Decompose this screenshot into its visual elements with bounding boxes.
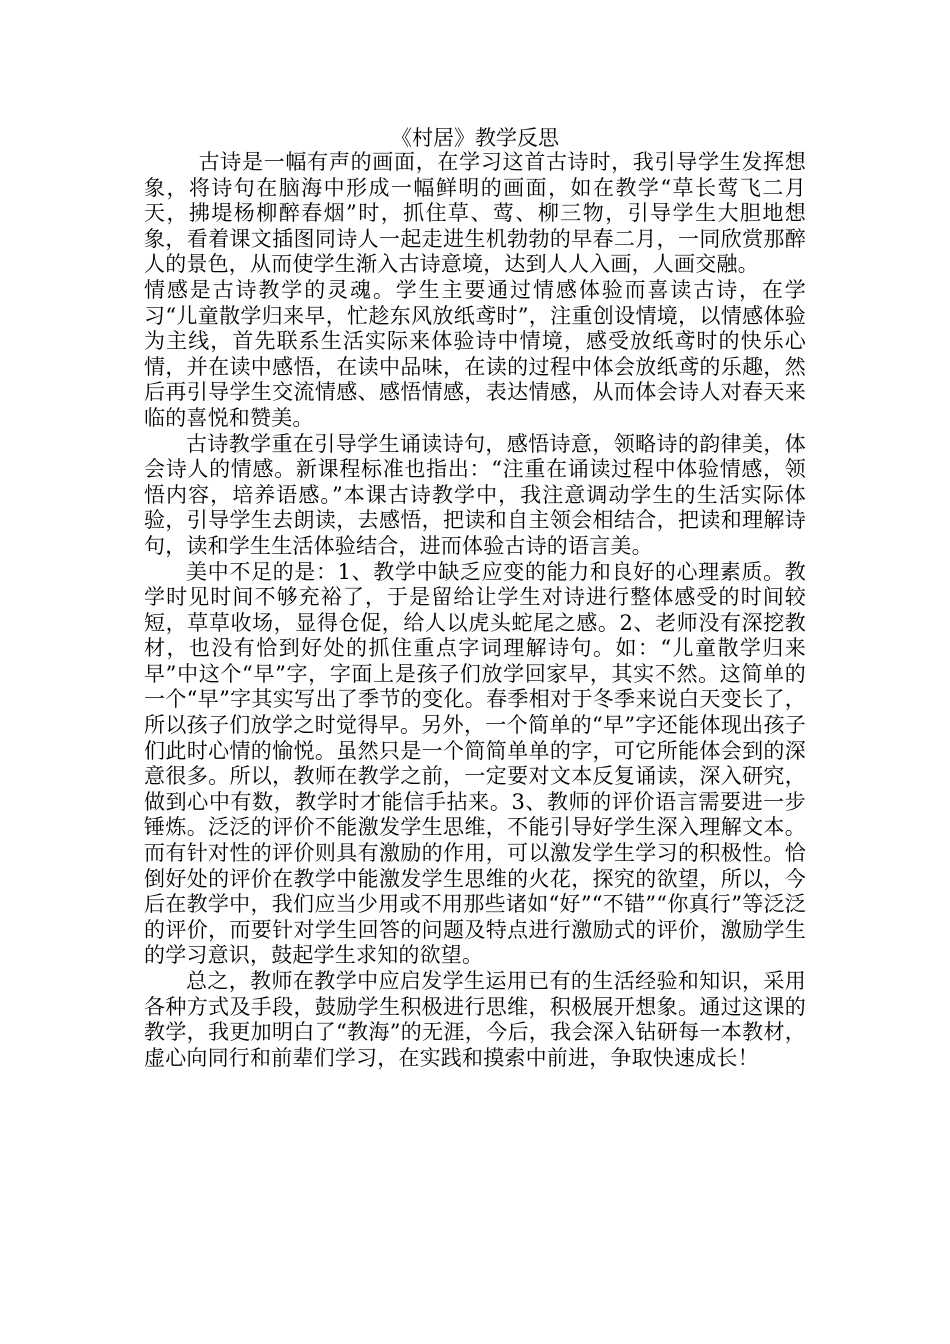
paragraph-1: 古诗是一幅有声的画面，在学习这首古诗时，我引导学生发挥想象，将诗句在脑海中形成一幅鲜明的画面，如在教学“草长莺飞二月天，拂堤杨柳醉春烟”时，抓住草、莺、柳三物，引导学生大胆地想象，看着课文插图同诗人一起走进生机勃勃的早春二月，一同欣赏那醉人的景色，从而使学生渐入古诗意境，达到人人入画，人画交融。 (144, 150, 806, 277)
paragraph-4: 美中不足的是：1、教学中缺乏应变的能力和良好的心理素质。教学时见时间不够充裕了，于是留给让学生对诗进行整体感受的时间较短，草草收场，显得仓促，给人以虎头蛇尾之感。2、老师没有深挖教材，也没有恰到好处的抓住重点字词理解诗句。如：“儿童散学归来早”中这个“早”字，字面上是孩子们放学回家早，其实不然。这简单的一个“早”字其实写出了季节的变化。春季相对于冬季来说白天变长了，所以孩子们放学之时觉得早。另外，一个简单的“早”字还能体现出孩子们此时心情的愉悦。虽然只是一个简简单单的字，可它所能体会到的深意很多。所以，教师在教学之前，一定要对文本反复诵读，深入研究，做到心中有数，教学时才能信手拈来。3、教师的评价语言需要进一步锤炼。泛泛的评价不能激发学生思维，不能引导好学生深入理解文本。而有针对性的评价则具有激励的作用，可以激发学生学习的积极性。恰倒好处的评价在教学中能激发学生思维的火花，探究的欲望，所以，今后在教学中，我们应当少用或不用那些诸如“好”“不错”“你真行”等泛泛的评价，而要针对学生回答的问题及特点进行激励式的评价，激励学生的学习意识，鼓起学生求知的欲望。 (144, 559, 806, 968)
paragraph-3: 古诗教学重在引导学生诵读诗句，感悟诗意，领略诗的韵律美，体会诗人的情感。新课程标准也指出：“注重在诵读过程中体验情感，领悟内容，培养语感。”本课古诗教学中，我注意调动学生的生活实际体验，引导学生去朗读，去感悟，把读和自主领会相结合，把读和理解诗句，读和学生生活体验结合，进而体验古诗的语言美。 (144, 431, 806, 558)
document-title: 《村居》教学反思 (391, 126, 559, 150)
document-body (144, 126, 806, 1071)
paragraph-2: 情感是古诗教学的灵魂。学生主要通过情感体验而喜读古诗，在学习“儿童散学归来早，忙趁东风放纸鸢时”，注重创设情境，以情感体验为主线，首先联系生活实际来体验诗中情境，感受放纸鸢时的快乐心情，并在读中感悟，在读中品味，在读的过程中体会放纸鸢的乐趣，然后再引导学生交流情感、感悟情感，表达情感，从而体会诗人对春天来临的喜悦和赞美。 (144, 277, 806, 430)
paragraph-5: 总之，教师在教学中应启发学生运用已有的生活经验和知识，采用各种方式及手段，鼓励学生积极进行思维，积极展开想象。通过这课的教学，我更加明白了“教海”的无涯，今后，我会深入钻研每一本教材，虚心向同行和前辈们学习，在实践和摸索中前进，争取快速成长！ (144, 969, 806, 1070)
